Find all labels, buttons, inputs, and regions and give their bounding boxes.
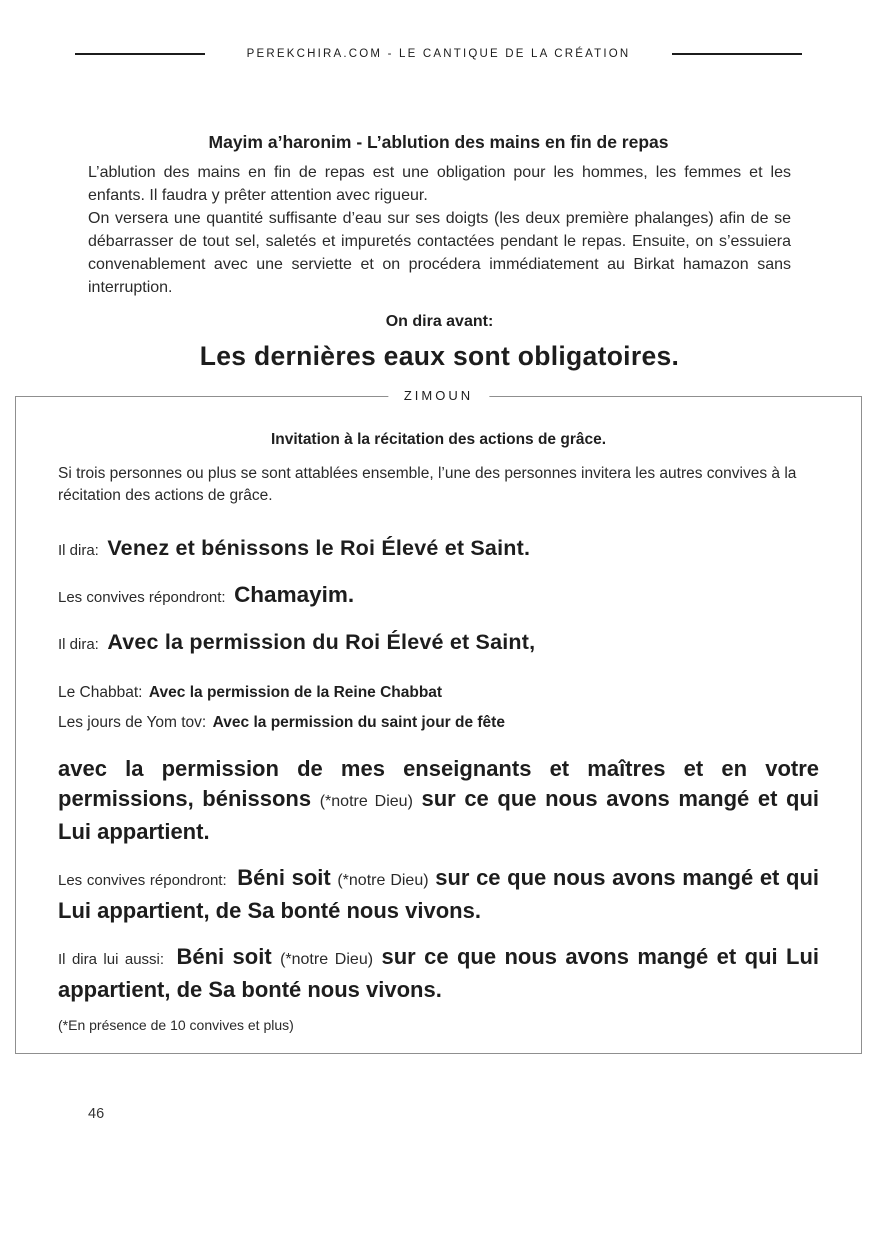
spoken-text: Béni soit (237, 865, 331, 890)
header-rule-left (75, 53, 205, 55)
spoken-text: Avec la permission de la Reine Chabbat (148, 684, 443, 701)
permission-paragraph (58, 754, 819, 847)
page-number: 46 (88, 1106, 105, 1122)
zimoun-box (15, 388, 862, 1054)
main-statement: Les dernières eaux sont obligatoires. (199, 341, 680, 371)
zimoun-intro: Si trois personnes ou plus se sont attablées ensemble, l’une des personnes invitera les autres convives à la récitation des actions de grâce. (58, 465, 797, 504)
before-instruction: On dira avant: (385, 313, 494, 330)
section-title: Mayim a’haronim - L’ablution des mains en fin de repas (208, 132, 669, 152)
spoken-text: sur ce que nous avons mangé et qui Lui appartient, de Sa bonté nous vivons. (58, 944, 819, 1002)
guests-response-chamayim (58, 580, 819, 613)
leader-line-2 (58, 627, 819, 660)
conditional-note: (*notre Dieu) (319, 793, 413, 810)
guests-response-blessing (58, 863, 819, 926)
zimoun-box-label: ZIMOUN (388, 388, 489, 403)
speaker-prefix: Les convives répondront: (58, 872, 227, 889)
spoken-text: Chamayim. (234, 582, 355, 607)
spoken-text: Béni soit (176, 944, 272, 969)
conditional-note: (*notre Dieu) (280, 951, 374, 968)
header-rule-right (672, 53, 802, 55)
spoken-text: Venez et bénissons le Roi Élevé et Saint. (107, 536, 531, 560)
occasion-prefix: Les jours de Yom tov: (58, 714, 207, 731)
spoken-text: sur ce que nous avons mangé et qui Lui appartient, de Sa bonté nous vivons. (58, 865, 820, 923)
spoken-text: sur ce que nous avons mangé et qui Lui appartient. (58, 786, 820, 844)
chabbat-variant-line (58, 682, 819, 704)
spoken-text: Avec la permission du Roi Élevé et Saint, (107, 630, 536, 654)
leader-response-blessing (58, 942, 819, 1005)
speaker-prefix: Il dira: (58, 636, 99, 653)
spoken-text: Avec la permission du saint jour de fête (212, 714, 505, 731)
yomtov-variant-line (58, 712, 819, 734)
speaker-prefix: Il dira: (58, 542, 99, 559)
spoken-text: avec la permission de mes enseignants et maîtres et en votre permissions, bénissons (58, 756, 819, 811)
zimoun-subtitle: Invitation à la récitation des actions de grâce. (270, 431, 607, 448)
page-header (75, 48, 802, 60)
speaker-prefix: Les convives répondront: (58, 589, 226, 606)
intro-paragraph-2: On versera une quantité suffisante d’eau sur ses doigts (les deux première phalanges) afin de se débarrasser de tout sel, saletés et impuretés contactées pendant le repas. Ensuite, on s’essuiera convenablement avec une serviette et on procédera immédiatement au Birkat hamazon sans interruption. (88, 210, 791, 296)
intro-content (0, 161, 877, 372)
leader-line-1 (58, 533, 819, 566)
conditional-note: (*notre Dieu) (337, 872, 429, 889)
zimoun-footnote: (*En présence de 10 convives et plus) (58, 1017, 294, 1033)
speaker-prefix: Il dira lui aussi: (58, 951, 165, 968)
intro-paragraph-1: L’ablution des mains en fin de repas est une obligation pour les hommes, les femmes et les enfants. Il faudra y prêter attention avec rigueur. (88, 164, 791, 204)
page-header-title: PEREKCHIRA.COM - LE CANTIQUE DE LA CRÉATION (246, 48, 631, 60)
occasion-prefix: Le Chabbat: (58, 684, 143, 701)
